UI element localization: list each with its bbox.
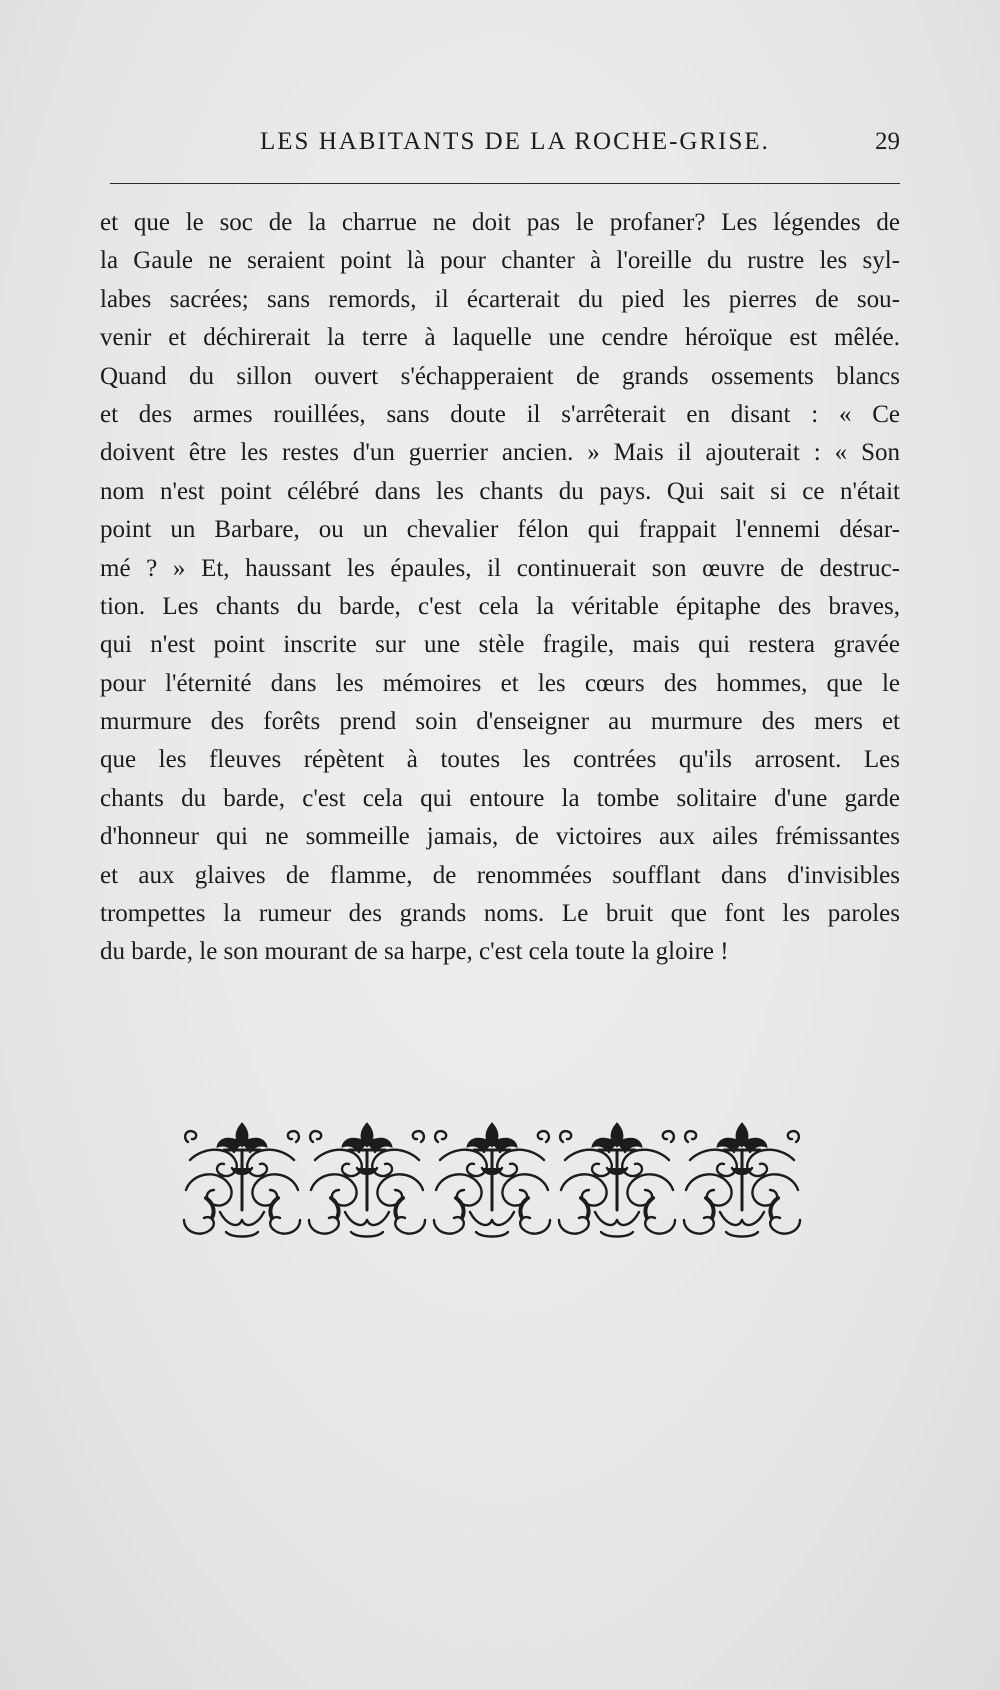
text-line: d'honneur qui ne sommeille jamais, de victoires aux ailes frémissantes bbox=[100, 823, 900, 851]
ornament-motif bbox=[434, 1124, 550, 1237]
fleur-de-lis-scroll-ornament-icon bbox=[180, 1120, 804, 1244]
body-text bbox=[100, 204, 900, 972]
text-line: venir et déchirerait la terre à laquelle une cendre héroïque est mêlée. bbox=[100, 324, 900, 352]
text-line: que les fleuves répètent à toutes les contrées qu'ils arrosent. Les bbox=[100, 746, 900, 774]
ornament-motif bbox=[309, 1124, 425, 1237]
text-line: point un Barbare, ou un chevalier félon qui frappait l'ennemi désar- bbox=[100, 516, 900, 544]
text-line: mé ? » Et, haussant les épaules, il continuerait son œuvre de destruc- bbox=[100, 554, 900, 582]
text-line: trompettes la rumeur des grands noms. Le bruit que font les paroles bbox=[100, 900, 900, 928]
text-line: nom n'est point célébré dans les chants du pays. Qui sait si ce n'était bbox=[100, 477, 900, 505]
text-line: labes sacrées; sans remords, il écarterait du pied les pierres de sou- bbox=[100, 285, 900, 313]
text-line: doivent être les restes d'un guerrier ancien. » Mais il ajouterait : « Son bbox=[100, 439, 900, 467]
running-head bbox=[108, 128, 908, 162]
page-number: 29 bbox=[875, 128, 900, 155]
ornament-motif bbox=[684, 1124, 800, 1237]
text-line: la Gaule ne seraient point là pour chanter à l'oreille du rustre les syl- bbox=[100, 247, 900, 275]
header-rule bbox=[110, 183, 900, 184]
text-line: qui n'est point inscrite sur une stèle fragile, mais qui restera gravée bbox=[100, 631, 900, 659]
text-line: et que le soc de la charrue ne doit pas le profaner? Les légendes de bbox=[100, 209, 900, 236]
ornament-motif bbox=[184, 1124, 300, 1237]
text-line: Quand du sillon ouvert s'échapperaient de grands ossements blancs bbox=[100, 362, 900, 390]
running-title: LES HABITANTS DE LA ROCHE-GRISE. bbox=[260, 128, 770, 155]
text-line: et des armes rouillées, sans doute il s'arrêterait en disant : « Ce bbox=[100, 400, 900, 428]
text-line: du barde, le son mourant de sa harpe, c'est cela toute la gloire ! bbox=[100, 938, 729, 966]
text-line: chants du barde, c'est cela qui entoure la tombe solitaire d'une garde bbox=[100, 784, 900, 812]
text-line: murmure des forêts prend soin d'enseigner au murmure des mers et bbox=[100, 708, 900, 736]
text-line: tion. Les chants du barde, c'est cela la véritable épitaphe des braves, bbox=[100, 592, 900, 620]
ornament-motif bbox=[559, 1124, 675, 1237]
text-line: et aux glaives de flamme, de renommées soufflant dans d'invisibles bbox=[100, 861, 900, 889]
text-line: pour l'éternité dans les mémoires et les cœurs des hommes, que le bbox=[100, 669, 900, 697]
